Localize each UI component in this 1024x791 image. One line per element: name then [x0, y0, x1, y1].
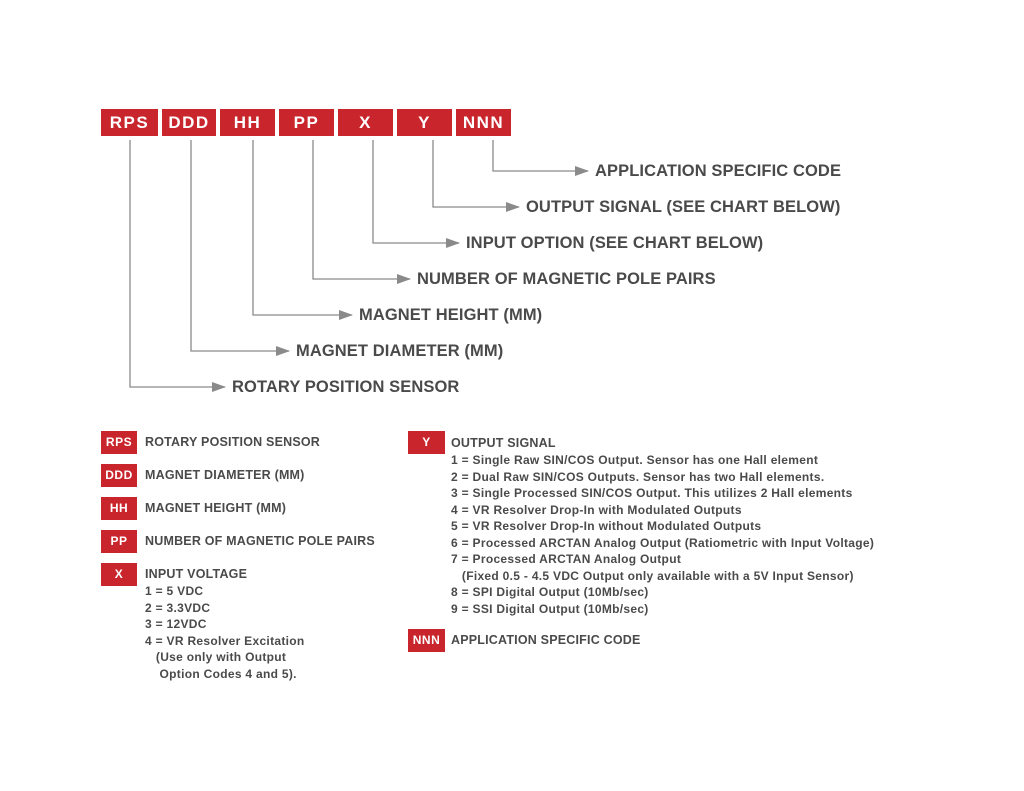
- code-box-pp: PP: [279, 109, 334, 136]
- legend-title-ddd: MAGNET DIAMETER (MM): [145, 468, 305, 482]
- callout-rotary-position-sensor: ROTARY POSITION SENSOR: [232, 378, 460, 396]
- input-voltage-option: 4 = VR Resolver Excitation: [145, 633, 305, 648]
- output-signal-note: (Fixed 0.5 - 4.5 VDC Output only available with a 5V Input Sensor): [451, 568, 854, 583]
- legend-title-pp: NUMBER OF MAGNETIC POLE PAIRS: [145, 534, 375, 548]
- output-signal-option: 3 = Single Processed SIN/COS Output. This utilizes 2 Hall elements: [451, 486, 853, 500]
- input-voltage-option: 1 = 5 VDC: [145, 584, 204, 598]
- output-signal-option: 5 = VR Resolver Drop-In without Modulated Outputs: [451, 519, 762, 533]
- legend-tag-pp: PP: [101, 530, 137, 553]
- code-box-x: X: [338, 109, 393, 136]
- output-signal-option: 2 = Dual Raw SIN/COS Outputs. Sensor has two Hall elements.: [451, 469, 825, 484]
- legend-title-x: INPUT VOLTAGE: [145, 567, 248, 581]
- connector-y: [433, 140, 519, 207]
- output-signal-option: 8 = SPI Digital Output (10Mb/sec): [451, 585, 649, 599]
- legend-title-hh: MAGNET HEIGHT (MM): [145, 501, 287, 515]
- callout-magnet-height: MAGNET HEIGHT (MM): [359, 306, 543, 324]
- legend-tag-rps: RPS: [101, 431, 137, 454]
- connector-pp: [313, 140, 410, 279]
- input-voltage-note: (Use only with Output: [145, 650, 287, 664]
- legend-tag-y: Y: [408, 431, 445, 454]
- callout-application-specific-code: APPLICATION SPECIFIC CODE: [595, 162, 842, 180]
- code-box-ddd: DDD: [162, 109, 216, 136]
- connector-nnn: [493, 140, 588, 171]
- code-box-rps: RPS: [101, 109, 158, 136]
- code-box-nnn: NNN: [456, 109, 511, 136]
- output-signal-option: 4 = VR Resolver Drop-In with Modulated Outputs: [451, 502, 742, 517]
- output-signal-option: 6 = Processed ARCTAN Analog Output (Ratiometric with Input Voltage): [451, 535, 875, 550]
- input-voltage-note: Option Codes 4 and 5).: [145, 666, 297, 681]
- legend-tag-nnn: NNN: [408, 629, 445, 652]
- callout-magnet-diameter: MAGNET DIAMETER (MM): [296, 342, 504, 360]
- connector-rps: [130, 140, 225, 387]
- callout-magnetic-pole-pairs: NUMBER OF MAGNETIC POLE PAIRS: [417, 270, 716, 288]
- output-signal-option: 1 = Single Raw SIN/COS Output. Sensor has one Hall element: [451, 453, 819, 467]
- output-signal-options: [451, 452, 874, 617]
- code-box-hh: HH: [220, 109, 275, 136]
- input-voltage-option: 3 = 12VDC: [145, 617, 207, 631]
- legend-tag-x: X: [101, 563, 137, 586]
- callout-input-option: INPUT OPTION (SEE CHART BELOW): [466, 234, 764, 252]
- connector-ddd: [191, 140, 289, 351]
- connector-x: [373, 140, 459, 243]
- code-box-y: Y: [397, 109, 452, 136]
- legend-title-y: OUTPUT SIGNAL: [451, 436, 556, 450]
- legend-title-nnn: APPLICATION SPECIFIC CODE: [451, 633, 641, 647]
- legend-tag-ddd: DDD: [101, 464, 137, 487]
- legend-title-rps: ROTARY POSITION SENSOR: [145, 435, 321, 449]
- output-signal-option: 7 = Processed ARCTAN Analog Output: [451, 552, 682, 566]
- connector-hh: [253, 140, 352, 315]
- input-voltage-option: 2 = 3.3VDC: [145, 600, 211, 615]
- legend-tag-hh: HH: [101, 497, 137, 520]
- output-signal-option: 9 = SSI Digital Output (10Mb/sec): [451, 601, 649, 616]
- callout-output-signal: OUTPUT SIGNAL (SEE CHART BELOW): [526, 198, 841, 216]
- input-voltage-options: [145, 583, 305, 682]
